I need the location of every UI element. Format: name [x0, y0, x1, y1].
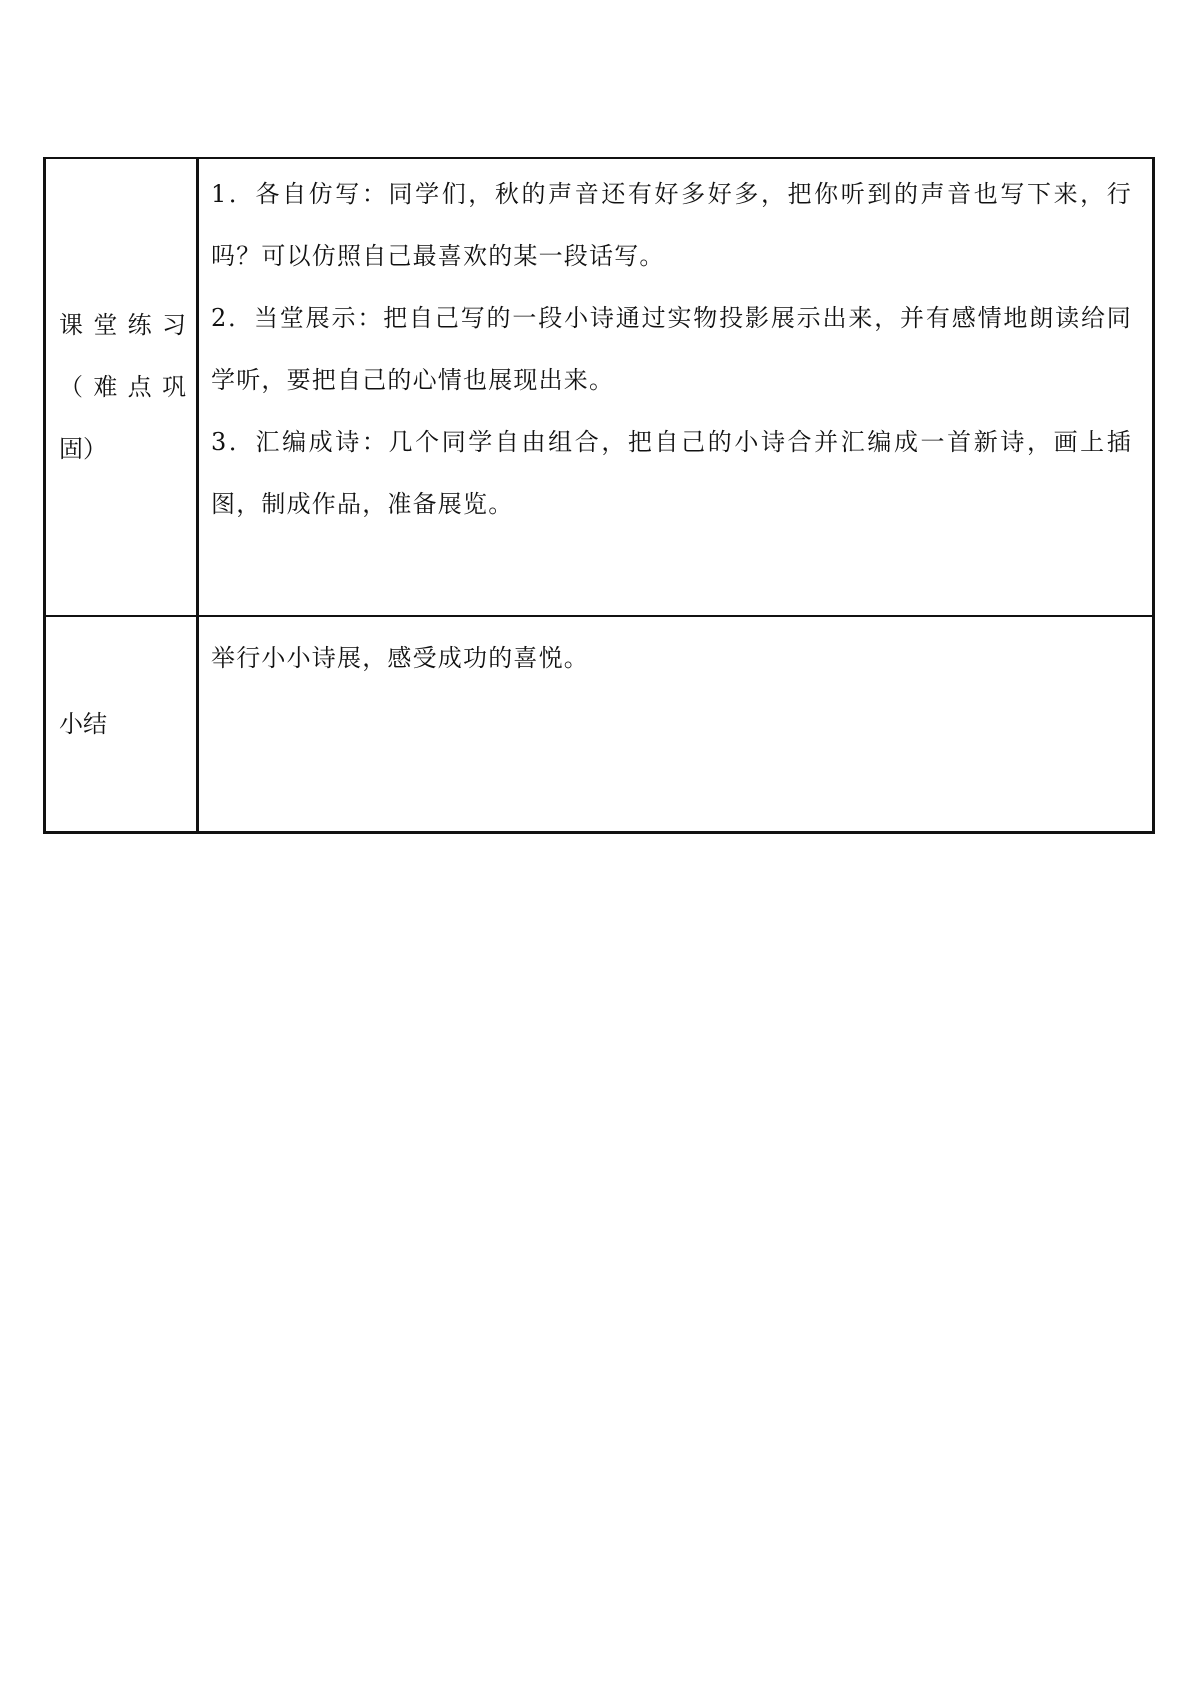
summary-text: 举行小小诗展，感受成功的喜悦。: [211, 644, 589, 672]
summary-content-cell: [198, 616, 1154, 833]
table-row-summary: [45, 616, 1154, 833]
table-row-practice: [45, 158, 1154, 616]
lesson-plan-table: [43, 157, 1155, 834]
practice-label-cell: [45, 158, 198, 616]
practice-item-1: 1．各自仿写：同学们，秋的声音还有好多好多，把你听到的声音也写下来，行吗？可以仿照自己最喜欢的某一段话写。: [211, 180, 1132, 270]
summary-label-cell: [45, 616, 198, 833]
practice-label: 课堂练习（难点巩固）: [59, 311, 186, 463]
summary-label: 小结: [59, 710, 107, 738]
practice-item-2: 2．当堂展示：把自己写的一段小诗通过实物投影展示出来，并有感情地朗读给同学听，要把自己的心情也展现出来。: [211, 304, 1132, 394]
practice-item-3: 3．汇编成诗：几个同学自由组合，把自己的小诗合并汇编成一首新诗，画上插图，制成作品，准备展览。: [211, 428, 1132, 518]
practice-content-cell: [198, 158, 1154, 616]
